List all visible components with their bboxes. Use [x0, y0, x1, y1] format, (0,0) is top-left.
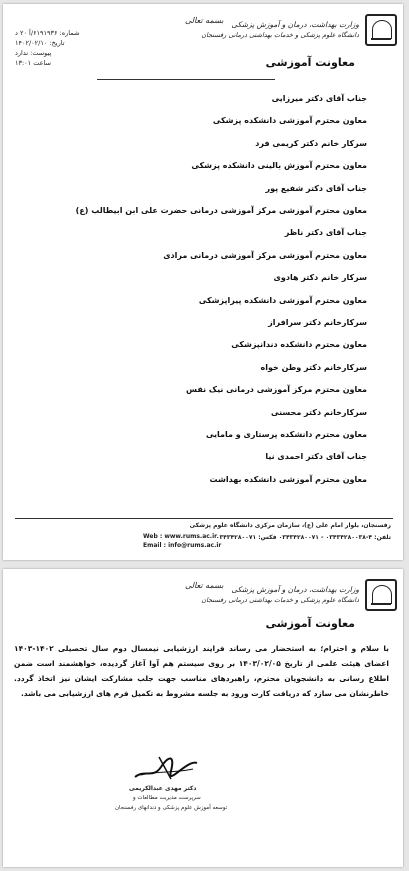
recipient-name: سرکارخانم دکتر سرافراز: [268, 318, 367, 327]
letter-attachment: پیوست: ندارد: [15, 49, 52, 57]
recipient-position: معاون محترم دانشکده دندانپزشکی: [231, 340, 367, 350]
recipient-name: جناب آقای دکتر احمدی نیا: [265, 452, 367, 462]
recipient-position: معاون محترم دانشکده پرستاری و مامایی: [205, 430, 367, 439]
recipient-name: جناب آقای دکتر شفیع پور: [265, 183, 367, 193]
signatory-name: دکتر مهدی عبدالکریمی: [129, 785, 197, 792]
recipient-position: معاون محترم آموزش بالینی دانشکده پزشکی: [191, 161, 367, 171]
recipient-position: معاون محترم آموزشی مرکز آموزشی درمانی مرادی: [163, 250, 367, 260]
ministry-line-1: وزارت بهداشت، درمان و آموزش پزشکی: [231, 585, 359, 594]
letter-time: ساعت ۱۳:۰۱: [15, 59, 51, 67]
recipient-position: معاون محترم مرکز آموزشی درمانی نیک نفس: [186, 385, 367, 395]
vp-title: معاونت آموزشی: [265, 56, 355, 69]
signatory-title-1: سرپرست مدیریت مطالعات و: [133, 795, 201, 801]
besmellah: بسمه تعالی: [185, 581, 224, 590]
recipient-name: سرکار خانم دکتر کریمی فرد: [255, 138, 367, 148]
recipient-name: جناب آقای دکتر میرزایی: [271, 94, 367, 103]
ministry-line-1: وزارت بهداشت، درمان و آموزش پزشکی: [231, 20, 359, 29]
university-logo-icon: [365, 579, 397, 611]
letter-page-2: [3, 569, 403, 867]
recipient-name: سرکارخانم دکتر وطن خواه: [260, 362, 367, 372]
letter-date: تاریخ: ۱۴۰۲/۰۲/۱۰: [15, 39, 65, 47]
recipient-name: سرکار خانم دکتر هادوی: [273, 273, 367, 283]
university-logo-icon: [365, 14, 397, 46]
besmellah: بسمه تعالی: [185, 16, 224, 25]
letter-body: با سلام و احترام؛ به استحضار می رساند فرایند ارزشیابی نیمسال دوم سال تحصیلی ۱۴۰۲-۱۴۰۳ اعضای هیئت علمی از تاریخ ۱۴۰۳/۰۲/۰۵ بر روی سیستم هم آوا آغاز گردیده، خواهشمند است ضمن اطلاع رسانی به دانشجویان محترم، راهبردهای مناسب جهت جلب مشارکت ایشان نیز اتخاذ گردد. خاطرنشان می سازد که دریافت کارت ورود به جلسه مشروط به تکمیل فرم های ارزشیابی می باشد.: [14, 644, 389, 698]
recipient-position: معاون محترم آموزشی مرکز آموزشی درمانی حضرت علی ابن ابیطالب (ع): [75, 206, 367, 215]
recipient-position: معاون محترم آموزشی دانشکده پیراپزشکی: [198, 295, 367, 305]
recipient-name: جناب آقای دکتر ناظر: [284, 228, 367, 238]
footer-address: رفسنجان، بلوار امام علی (ع)، سازمان مرکزی دانشگاه علوم پزشکی: [189, 522, 391, 529]
footer-divider: [15, 518, 393, 519]
ministry-line-2: دانشگاه علوم پزشکی و خدمات بهداشتی درمانی رفسنجان: [201, 596, 359, 604]
footer-phones: تلفن: ۴-۰۳۴۳۴۲۸۰۰۳۸ - ۰۳۴۳۴۲۸۰۰۷۱ فکس: ۰۳۴۳۴۲۸۰۰۷۱: [215, 534, 391, 541]
signatory-title-2: توسعه آموزش علوم پزشکی و دندانهای رفسنجان: [115, 805, 228, 811]
letter-number: شماره: ۶۱۹۱۹۳۶/آ ۲۰ د: [15, 29, 80, 37]
signature-icon: [131, 749, 201, 784]
recipient-position: معاون محترم آموزشی دانشکده بهداشت: [209, 474, 367, 484]
header-divider: [97, 79, 275, 80]
letter-page-1: [3, 4, 403, 560]
recipient-position: معاون محترم آموزشی دانشکده پزشکی: [212, 116, 367, 126]
vp-title: معاونت آموزشی: [265, 617, 355, 630]
footer-web[interactable]: Web : www.rums.ac.ir: [143, 533, 218, 540]
footer-email[interactable]: Email : info@rums.ac.ir: [143, 542, 222, 549]
recipient-name: سرکارخانم دکتر محسنی: [271, 407, 367, 417]
ministry-line-2: دانشگاه علوم پزشکی و خدمات بهداشتی درمانی رفسنجان: [201, 31, 359, 39]
